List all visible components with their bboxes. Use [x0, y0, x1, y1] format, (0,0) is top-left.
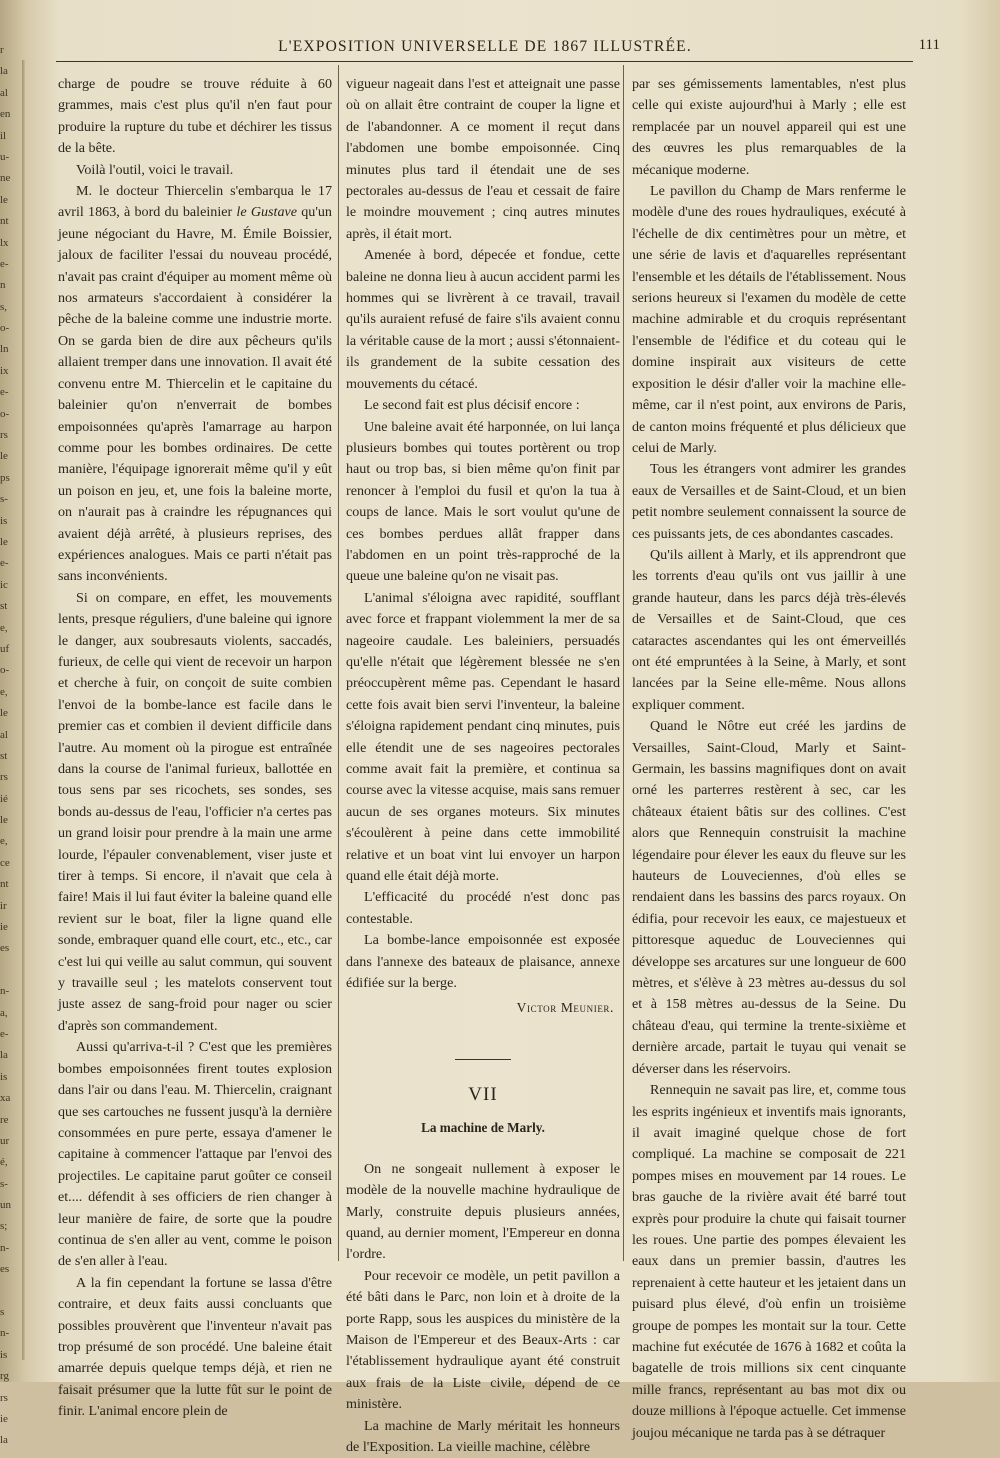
bleed-fragment: o- — [0, 407, 10, 420]
paragraph: La bombe-lance empoisonnée est exposée dans l'annexe des bateaux de plaisance, annexe édifiée sur la berge. — [346, 932, 620, 992]
bleed-fragment: es — [0, 942, 10, 955]
bleed-fragment: e, — [0, 621, 8, 634]
column-1 — [58, 74, 332, 1423]
bleed-fragment: al — [0, 86, 8, 99]
bleed-fragment: e, — [0, 835, 8, 848]
bleed-fragment: n- — [0, 1327, 10, 1340]
bleed-fragment: un — [0, 1199, 11, 1212]
bleed-fragment: e- — [0, 386, 9, 399]
paragraph: Une baleine avait été harponnée, on lui lança plusieurs bombes qui toutes portèrent ou trop haut ou trop bas, si bien même qu'on finit par renoncer à l'emploi du fusil et qu'on la tua à coups de lance. Mais le sort voulut qu'une de ces bombes perdues allât frapper dans l'abdomen en un point très-rapproché de la queue une baleine qu'on ne visait pas. — [346, 418, 620, 585]
paragraph: Voilà l'outil, voici le travail. — [76, 161, 234, 178]
column-3 — [632, 74, 906, 1444]
paragraph: Qu'ils aillent à Marly, et ils apprendront que les torrents d'eau qu'ils ont vus jaillir à une grande hauteur, dans les parcs déjà très-élevés de Versailles et de Saint-Cloud, que ces cataractes ascendantes qui les ont émerveillés ont été empruntées à la Seine, à Marly, et sont lancées par la Seine elle-même. Nous allons expliquer comment. — [632, 546, 906, 713]
bleed-fragment: ie — [0, 1413, 8, 1425]
paragraph: Rennequin ne savait pas lire, et, comme tous les esprits ingénieux et inventifs mais ignorants, il avait imaginé quelque chose de fort compliqué. La machine se composait de 221 pompes mises en mouvement par 14 roues. Le bras gauche de la rivière avait été barré tout exprès pour produire la chute qui faisait tourner les roues. Une partie des pompes élevaient les eaux dans un premier bassin, d'autres les reprenaient à cette hauteur et les jetaient dans un puisard plus élevé, d'où enfin un troisième groupe de pompes les montait sur la tour. Cette machine fut exécutée de 1676 à 1682 et coûta la bagatelle de trois millions six cent cinquante mille francs, représentant au bas mot dix ou douze millions à l'époque actuelle. Cet immense joujou mécanique ne tarda pas à se détraquer — [632, 1082, 906, 1441]
paragraph: L'animal s'éloigna avec rapidité, soufflant avec force et frappant violemment la mer de sa nageoire caudale. Les baleiniers, persuadés qu'elle n'était que légèrement blessée ne s'en préoccupèrent même pas. Cependant le hasard cette fois avait bien servi l'inventeur, la baleine s'éloigna rapidement pendant cinq minutes, puis elle étendit une de ses nageoires pectorales comme avait fait la première, et continua sa course avec la vitesse acquise, mais sans remuer aucun de ses organes moteurs. Six minutes s'écoulèrent à peine dans cette immobilité relative et un boat vint lui envoyer un harpon quand elle était déjà morte. — [346, 589, 620, 885]
page-header — [60, 34, 940, 60]
bleed-fragment: xa — [0, 1092, 11, 1105]
bleed-fragment: rg — [0, 1370, 9, 1383]
paragraph: Aussi qu'arriva-t-il ? C'est que les premières bombes empoisonnées firent toutes explosion dans l'air ou dans l'eau. M. Thiercelin, craignant que ses cartouches ne fussent jusqu'à la dernière consommées en pure perte, essaya d'amener le capitaine à commencer l'attaque par l'envoi des projectiles. Le capitaine parut goûter ce conseil et.... défendit à ses officiers de rien changer à leur manière de faire, de sorte que la poudre continua de s'en aller au vent, comme le poison de s'en aller à l'eau. — [58, 1039, 332, 1270]
bleed-fragment: nt — [0, 215, 9, 228]
bleed-fragment: il — [0, 129, 7, 142]
binding-gutter — [22, 60, 25, 1360]
bleed-fragment: rs — [0, 771, 8, 784]
bleed-fragment: ur — [0, 1134, 10, 1147]
bleed-fragment: ix — [0, 364, 9, 377]
bleed-fragment: o- — [0, 322, 10, 335]
bleed-fragment: s, — [0, 300, 8, 313]
text-run: M. le docteur Thiercelin s'embarqua le 17 avril 1863, à bord du baleinier — [58, 183, 332, 221]
column-rule — [338, 65, 339, 1261]
adjacent-page-edge — [0, 40, 20, 1447]
paragraph: charge de poudre se trouve réduite à 60 grammes, mais c'est plus qu'il n'en faut pour produire la rupture du tube et déchirer les tissus de la bête. — [58, 76, 332, 157]
paragraph: Quand le Nôtre eut créé les jardins de Versailles, Saint-Cloud, Marly et Saint-Germain, les bassins magnifiques dont on avait orné les parterres restèrent à sec, car les châteaux étaient bâtis sur des collines. C'est alors que Rennequin construisit la machine légendaire pour élever les eaux du fleuve sur les hauteurs de Louveciennes, d'où elles se rendaient dans les bassins des parcs royaux. On édifia, pour recevoir les eaux, ce majestueux et pittoresque aqueduc de Louveciennes qui développe ses arcatures sur une longueur de 600 mètres, et s'élève à 23 mètres au-dessus du sol et à 158 mètres au-dessus de la Seine. Du château d'eau, qui termine la trente-sixième et dernière arcade, partait le tuyau qui venait se déverser dans les réservoirs. — [632, 718, 906, 1077]
bleed-fragment: en — [0, 108, 11, 121]
paragraph: Le second fait est plus décisif encore : — [364, 397, 580, 414]
bleed-fragment: n- — [0, 1241, 10, 1254]
bleed-fragment: ie — [0, 921, 8, 934]
bleed-fragment: é, — [0, 1156, 8, 1169]
paragraph: Tous les étrangers vont admirer les grandes eaux de Versailles et de Saint-Cloud, et un bien petit nombre seulement connaissent la source de ces puissants jets, de ces abondantes cascades. — [632, 461, 906, 542]
bleed-fragment: la — [0, 1434, 8, 1447]
paragraph: Le pavillon du Champ de Mars renferme le modèle d'une des roues hydrauliques, exécuté à l'échelle de dix centimètres pour un mètre, et une série de lavis et d'aquarelles représentant l'ensemble et les détails de l'établissement. Nous serions heureux si l'examen du modèle de cette machine admirable et du croquis représentant l'ensemble de l'édifice et du coteau qui le domine inspirait aux visiteurs de cette exposition le désir d'aller voir la machine elle-même, car il n'est point, aux environs de Paris, de canton moins fréquenté et plus délicieux que celui de Marly. — [632, 183, 906, 456]
paragraph: La machine de Marly méritait les honneurs de l'Exposition. La vieille machine, célèbre — [346, 1417, 620, 1455]
bleed-fragment: ce — [0, 856, 10, 869]
bleed-fragment: is — [0, 1348, 8, 1361]
page-number: 111 — [918, 37, 940, 53]
bleed-fragment: le — [0, 814, 8, 827]
bleed-fragment — [0, 1281, 20, 1302]
header-rule — [56, 61, 913, 62]
bleed-fragment: re — [0, 1113, 9, 1126]
running-title: L'EXPOSITION UNIVERSELLE DE 1867 ILLUSTRÉE. — [278, 38, 692, 55]
section-title: La machine de Marly. — [421, 1120, 545, 1136]
bleed-fragment: ln — [0, 343, 9, 356]
ship-name: le Gustave — [236, 204, 298, 221]
bleed-fragment: al — [0, 728, 8, 741]
bleed-fragment: lx — [0, 236, 9, 249]
bleed-fragment: es — [0, 1263, 10, 1276]
bleed-fragment: is — [0, 514, 8, 527]
paragraph: vigueur nageait dans l'est et atteignait une passe où on allait être contraint de couper la ligne et de l'abandonner. A ce moment il reçut dans l'abdomen une bombe empoisonnée. Cinq minutes plus tard il étendait une de ses pectorales au-dessus de l'eau et cessait de faire le moindre mouvement ; cinq autres minutes après, il était mort. — [346, 76, 620, 242]
bleed-fragment: le — [0, 193, 8, 206]
bleed-fragment: e- — [0, 557, 9, 570]
paragraph: Si on compare, en effet, les mouvements lents, presque réguliers, d'une baleine qui ignore le danger, aux soubresauts violents, saccadés, furieux, de celle qui vient de recevoir un harpon et cherche à fuir, on conçoit de suite combien l'envoi de la bombe-lance est facile dans le premier cas et combien il devient difficile dans l'autre. Au moment où la pirogue est entraînée dans la course de l'animal furieux, ballottée en tous sens par ses ricochets, ses sondes, ses bonds au-dessus de l'eau, l'officier n'a certes pas un grand loisir pour prendre à la main une arme lourde, l'épauler convenablement, viser juste et tirer à temps. Si encore, il n'avait que cela à faire! Mais il lui faut éviter la baleine quand elle revient sur le boat, filer la ligne quand elle sonde, embraquer quand elle court, etc., etc., car c'est lui qui veille au salut commun, qui souvent y travaille seul ; les matelots conservent tout juste assez de sang-froid pour nager ou scier d'après son commandement. — [58, 589, 332, 1034]
bleed-fragment: st — [0, 600, 8, 613]
bleed-fragment — [0, 960, 20, 981]
bleed-fragment: s- — [0, 493, 8, 506]
bleed-fragment: ié — [0, 792, 8, 805]
bleed-fragment: nt — [0, 878, 9, 891]
paragraph: L'efficacité du procédé n'est donc pas contestable. — [346, 889, 620, 927]
section-separator — [455, 1059, 511, 1060]
bleed-fragment: s — [0, 1306, 5, 1319]
section-number: VII — [468, 1083, 498, 1105]
bleed-fragment: e, — [0, 685, 8, 698]
bleed-fragment: uf — [0, 642, 10, 655]
paragraph: On ne songeait nullement à exposer le modèle de la nouvelle machine hydraulique de Marly, construite depuis plusieurs années, quand, au dernier moment, l'Empereur en donna l'ordre. — [346, 1160, 620, 1263]
bleed-fragment: r — [0, 44, 4, 56]
bleed-fragment: s- — [0, 1177, 8, 1190]
author-signature: Victor Meunier. — [516, 1000, 614, 1016]
bleed-fragment: rs — [0, 429, 8, 442]
bleed-fragment: n- — [0, 985, 10, 998]
bleed-fragment: ps — [0, 471, 10, 484]
bleed-fragment: ir — [0, 899, 7, 912]
bleed-fragment: ne — [0, 172, 11, 185]
bleed-fragment: u- — [0, 150, 10, 163]
bleed-fragment: a, — [0, 1006, 8, 1019]
bleed-fragment: e- — [0, 257, 9, 270]
bleed-fragment: ic — [0, 578, 8, 591]
bleed-fragment: is — [0, 1070, 8, 1083]
bleed-fragment: le — [0, 707, 8, 720]
text-run: qu'un jeune négociant du Havre, M. Émile Boissier, jaloux de faciliter l'essai du nouveau procédé, n'avait pas craint d'équiper au moment même où nos armateurs s'accordaient à considérer la pêche de la baleine comme une industrie morte. On se garda bien de dire aux pêcheurs qu'ils allaient tremper dans une innovation. Il avait été convenu entre M. Thiercelin et le capitaine du baleinier qu'on n'enverrait de bombes empoisonnées qu'après l'amarrage au harpon comme pour les bombes ordinaires. De cette manière, l'équipage ignorerait même qu'il y eût un poison en jeu, et, une fois la baleine morte, on n'aurait pas à craindre les répugnances qui avaient déjà arrêté, à plusieurs reprises, des expériences analogues. Mais ce parti n'était pas sans inconvénients. — [58, 204, 332, 585]
bleed-fragment: le — [0, 535, 8, 548]
paragraph: A la fin cependant la fortune se lassa d'être contraire, et deux faits aussi concluants que possibles prouvèrent que l'inventeur n'avait pas trop présumé de son procédé. Une baleine était amarrée depuis quelque temps déjà, et rien ne faisait présumer que la lutte fût sur le point de finir. L'animal encore plein de — [58, 1274, 332, 1420]
column-rule — [623, 65, 624, 1261]
bleed-fragment: le — [0, 450, 8, 463]
paragraph: par ses gémissements lamentables, n'est plus celle qui existe aujourd'hui à Marly ; elle est remplacée par un nouvel appareil qui est une des œuvres les plus remarquables de la mécanique moderne. — [632, 76, 906, 178]
paragraph — [58, 181, 332, 588]
bleed-fragment: rs — [0, 1391, 8, 1404]
column-2 — [346, 74, 620, 1458]
bleed-fragment: s; — [0, 1220, 8, 1233]
bleed-fragment: e- — [0, 1027, 9, 1040]
bleed-fragment: la — [0, 65, 8, 78]
paragraph: Amenée à bord, dépecée et fondue, cette baleine ne donna lieu à aucun accident parmi les hommes qui se livrèrent à ce travail, travail qu'ils auraient refusé de faire s'ils avaient connu la véritable cause de la mort ; aussi s'étonnaient-ils grandement de la subite cessation des mouvements du cétacé. — [346, 247, 620, 392]
bleed-fragment: st — [0, 749, 8, 762]
paragraph: Pour recevoir ce modèle, un petit pavillon a été bâti dans le Parc, non loin et à droite de la porte Rapp, sous les auspices du ministère de la Maison de l'Empereur et des Beaux-Arts : car l'établissement hydraulique ayant été construit aux frais de la Liste civile, dépend de ce ministère. — [346, 1267, 620, 1413]
bleed-fragment: n — [0, 279, 6, 292]
bleed-fragment: o- — [0, 664, 10, 677]
bleed-fragment: la — [0, 1049, 8, 1062]
